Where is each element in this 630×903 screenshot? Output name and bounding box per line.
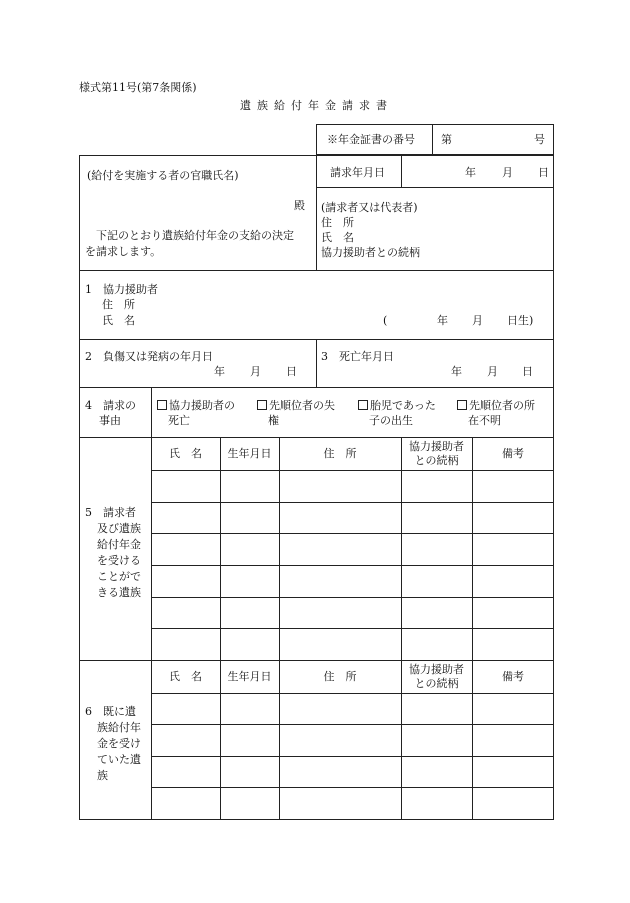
request-date-hi: 日: [538, 166, 549, 179]
s6-header-relation-2: との続柄: [414, 677, 459, 690]
recipient-dono: 殿: [294, 199, 305, 212]
checkbox-icon[interactable]: [457, 400, 467, 410]
reason-option-birth[interactable]: 胎児であった: [358, 399, 436, 412]
section2-tsuki: 月: [250, 365, 261, 378]
s5-header-address: 住 所: [323, 447, 357, 460]
section5-label-6: きる遺族: [97, 586, 141, 599]
section1-birth-close: 日生): [507, 314, 534, 327]
section1-birth-tsuki: 月: [472, 314, 483, 327]
request-date-label: 請求年月日: [330, 166, 385, 179]
s6-header-address: 住 所: [323, 670, 357, 683]
s6-header-name: 氏 名: [169, 670, 202, 683]
section5-label-5: ことがで: [97, 570, 141, 583]
s5-header-birth: 生年月日: [227, 447, 272, 460]
certificate-number-go: 号: [534, 133, 545, 146]
section3-title: 3 死亡年月日: [321, 350, 394, 363]
form-number: 様式第11号(第7条関係): [79, 81, 197, 94]
statement-line-2: を請求します。: [85, 245, 162, 258]
section4-title-2: 事由: [99, 414, 121, 427]
reason-option-unknown-line2: 在不明: [468, 414, 501, 427]
certificate-number-dai: 第: [441, 133, 452, 146]
request-date-nen: 年: [465, 166, 476, 179]
s5-header-relation-2: との続柄: [414, 454, 459, 467]
section6-label-5: 族: [97, 769, 108, 782]
section5-label-1: 5 請求者: [85, 506, 136, 519]
reason-option-forfeit-line2: 権: [268, 414, 279, 427]
section3-hi: 日: [522, 365, 533, 378]
section5-label-2: 及び遺族: [97, 522, 141, 535]
reason-option-birth-line2: 子の出生: [369, 414, 413, 427]
s5-header-name: 氏 名: [169, 447, 202, 460]
s6-header-remarks: 備考: [502, 670, 524, 683]
section1-name-label: 氏 名: [102, 314, 135, 327]
reason-option-unknown[interactable]: 先順位者の所: [457, 399, 535, 412]
section1-birth-nen: 年: [437, 314, 448, 327]
section3-nen: 年: [451, 365, 462, 378]
section2-title: 2 負傷又は発病の年月日: [85, 350, 213, 363]
checkbox-icon[interactable]: [257, 400, 267, 410]
section6-label-2: 族給付年: [97, 721, 141, 734]
section2-nen: 年: [214, 365, 225, 378]
s6-header-birth: 生年月日: [227, 670, 272, 683]
applicant-name-label: 氏 名: [321, 231, 354, 244]
checkbox-icon[interactable]: [157, 400, 167, 410]
reason-option-death-line2: 死亡: [168, 414, 190, 427]
section6-label-4: ていた遺: [97, 753, 141, 766]
section3-tsuki: 月: [487, 365, 498, 378]
section1-title: 1 協力援助者: [85, 283, 158, 296]
reason-option-death[interactable]: 協力援助者の: [157, 399, 235, 412]
statement-line-1: 下記のとおり遺族給付年金の支給の決定: [96, 229, 294, 242]
s5-header-remarks: 備考: [502, 447, 524, 460]
section5-label-3: 給付年金: [97, 538, 141, 551]
section4-title-1: 4 請求の: [85, 399, 136, 412]
s5-header-relation-1: 協力援助者: [409, 440, 464, 453]
section1-birth-open: (: [383, 314, 388, 327]
applicant-relation-label: 協力援助者との続柄: [321, 246, 420, 259]
certificate-number-label: ※年金証書の番号: [327, 133, 415, 146]
applicant-address-label: 住 所: [321, 216, 354, 229]
section6-label-3: 金を受け: [97, 737, 141, 750]
checkbox-icon[interactable]: [358, 400, 368, 410]
section1-address-label: 住 所: [102, 298, 135, 311]
recipient-label: (給付を実施する者の官職氏名): [87, 169, 239, 182]
reason-option-forfeit[interactable]: 先順位者の失: [257, 399, 335, 412]
section5-label-4: を受ける: [97, 554, 141, 567]
section6-label-1: 6 既に遺: [85, 705, 136, 718]
s6-header-relation-1: 協力援助者: [409, 663, 464, 676]
section2-hi: 日: [286, 365, 297, 378]
request-date-tsuki: 月: [502, 166, 513, 179]
applicant-label: (請求者又は代表者): [321, 201, 418, 214]
form-title: 遺族給付年金請求書: [240, 99, 393, 112]
